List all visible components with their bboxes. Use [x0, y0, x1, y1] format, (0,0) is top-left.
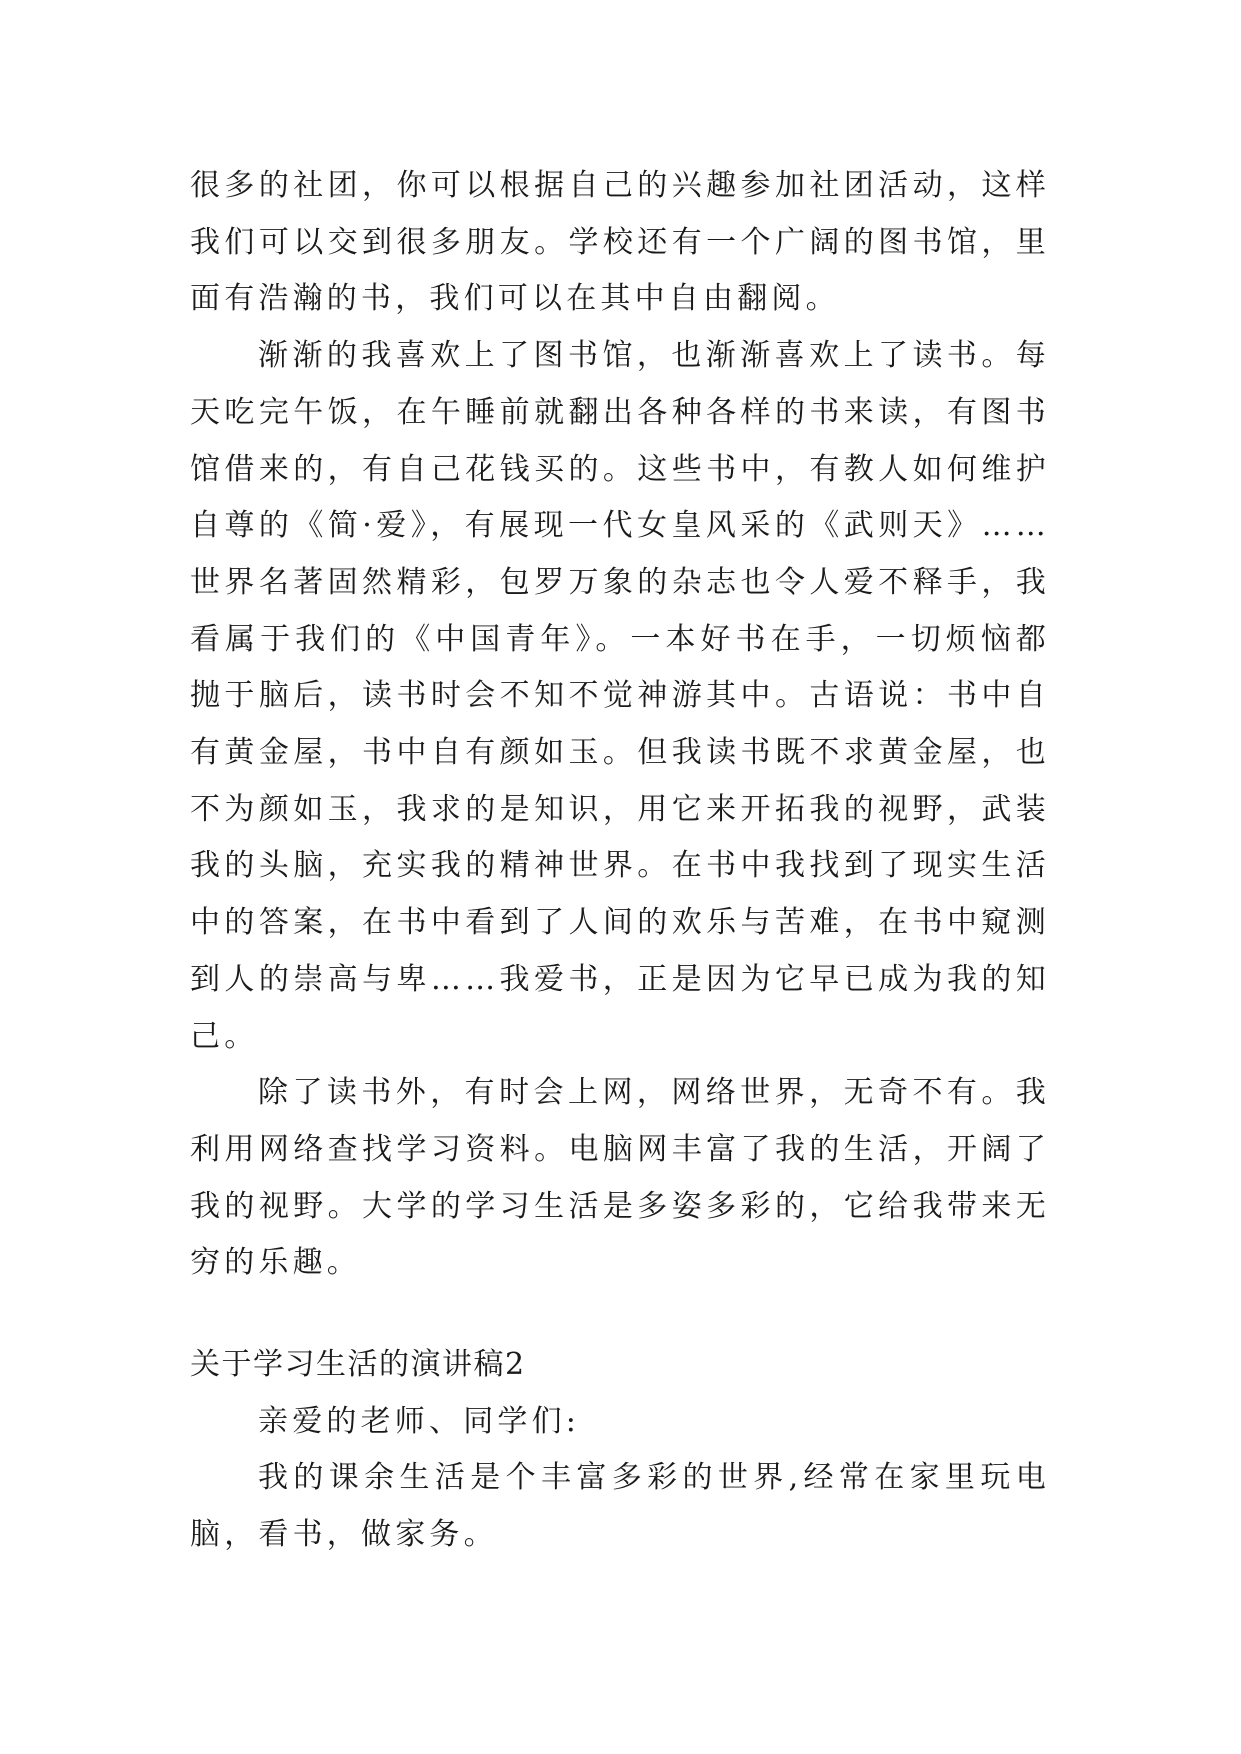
paragraph-reading: 渐渐的我喜欢上了图书馆，也渐渐喜欢上了读书。每天吃完午饭，在午睡前就翻出各种各样的书来读，有图书馆借来的，有自己花钱买的。这些书中，有教人如何维护自尊的《简·爱》，有展现一代女皇风采的《武则天》……世界名著固然精彩，包罗万象的杂志也令人爱不释手，我看属于我们的《中国青年》。一本好书在手，一切烦恼都抛于脑后，读书时会不知不觉神游其中。古语说：书中自有黄金屋，书中自有颜如玉。但我读书既不求黄金屋，也不为颜如玉，我求的是知识，用它来开拓我的视野，武装我的头脑，充实我的精神世界。在书中我找到了现实生活中的答案，在书中看到了人间的欢乐与苦难，在书中窥测到人的崇高与卑……我爱书，正是因为它早已成为我的知己。: [190, 338, 1050, 1054]
section-title: 关于学习生活的演讲稿2: [190, 1347, 526, 1383]
greeting: 亲爱的老师、同学们:: [258, 1403, 581, 1439]
paragraph-hobbies: 我的课余生活是个丰富多彩的世界,经常在家里玩电脑，看书，做家务。: [190, 1460, 1050, 1553]
paragraph-internet: 除了读书外，有时会上网，网络世界，无奇不有。我利用网络查找学习资料。电脑网丰富了我的生活，开阔了我的视野。大学的学习生活是多姿多彩的，它给我带来无穷的乐趣。: [190, 1075, 1050, 1281]
document-body: [190, 158, 1050, 1564]
section-spacer: [190, 1292, 1050, 1337]
paragraph-clubs-library: 很多的社团，你可以根据自己的兴趣参加社团活动，这样我们可以交到很多朋友。学校还有一个广阔的图书馆，里面有浩瀚的书，我们可以在其中自由翻阅。: [190, 168, 1050, 317]
